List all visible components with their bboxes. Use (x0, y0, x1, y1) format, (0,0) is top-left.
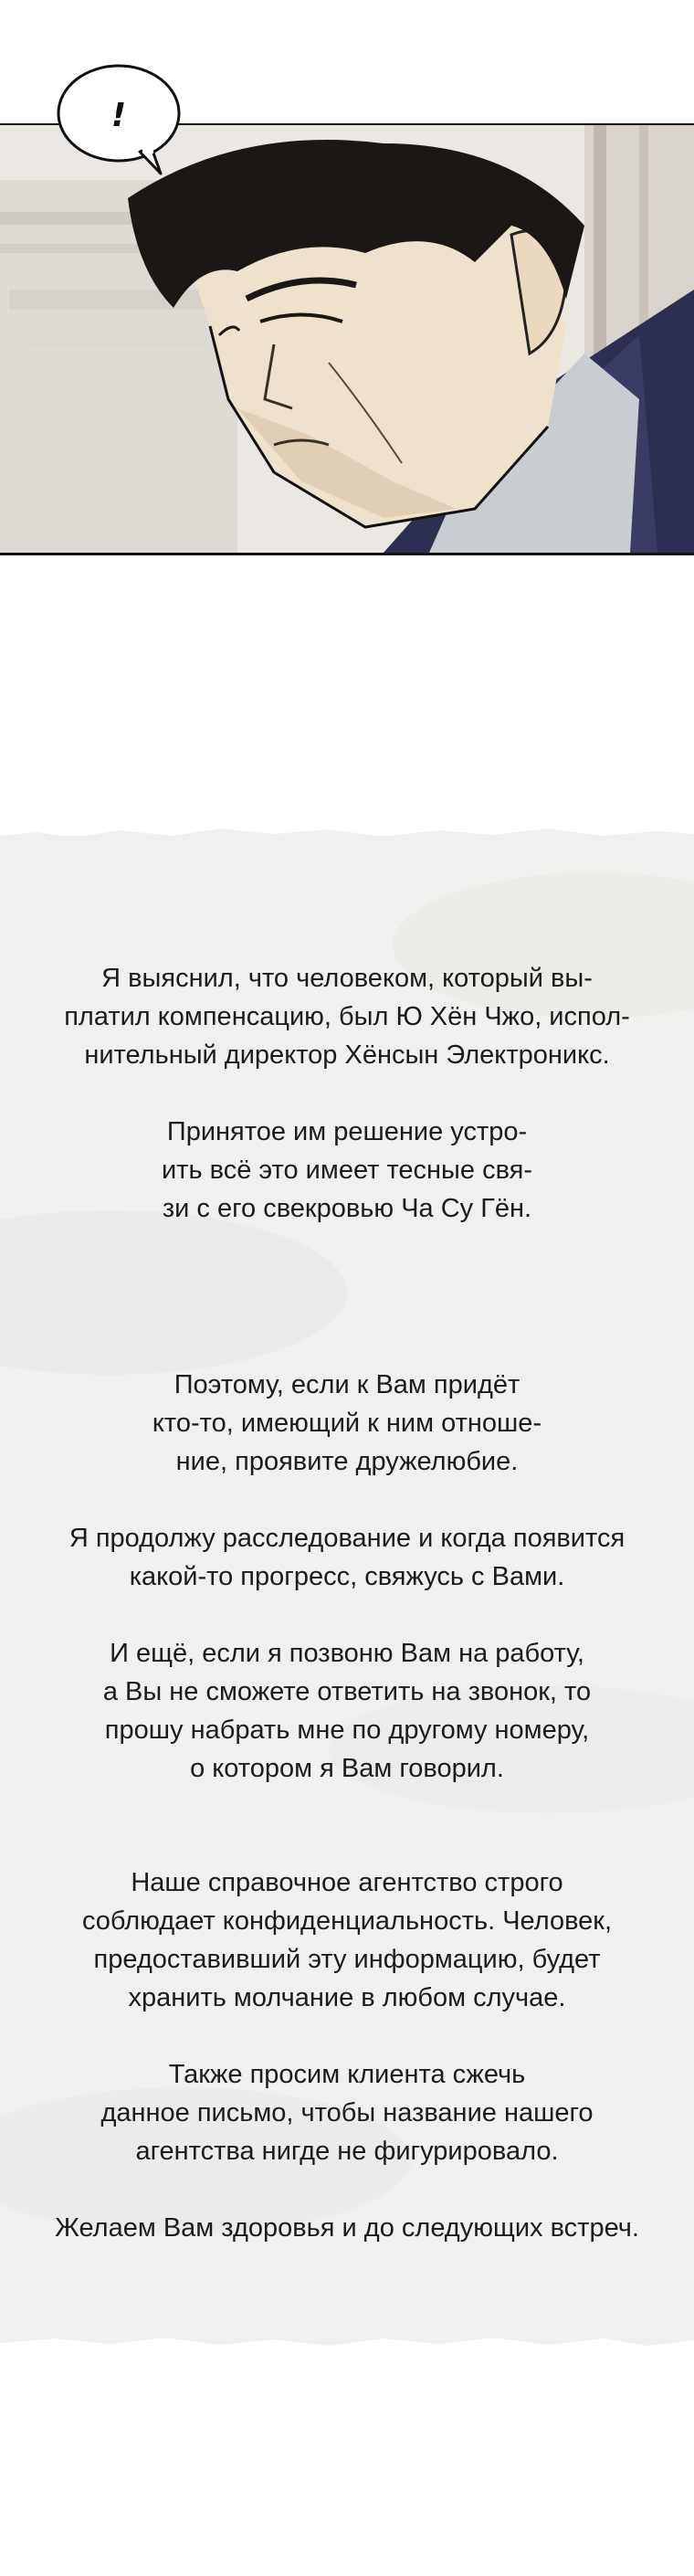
man-illustration (0, 125, 694, 553)
letter-paragraph: Поэтому, если к Вам придёт кто-то, имеющий к ним отноше- ние, проявите дружелюбие. (152, 1370, 542, 1476)
letter-section-2 (27, 1366, 667, 1788)
letter-section-3 (27, 1863, 667, 2247)
letter-paragraph: Также просим клиента сжечь данное письмо, чтобы название нашего агентства нигде не фигурировало. (100, 2060, 594, 2166)
letter-paragraph: Я выяснил, что человеком, который вы- платил компенсацию, был Ю Хён Чжо, испол- нительный директор Хёнсын Электроникс. (64, 964, 630, 1070)
letter-paragraph: И ещё, если я позвоню Вам на работу, а Вы не сможете ответить на звонок, то прошу набрать мне по другому номеру, о котором я Вам говорил. (102, 1639, 592, 1783)
letter-paper (0, 836, 694, 2338)
paper-torn-edge-bottom (0, 2328, 694, 2357)
letter-paragraph: Наше справочное агентство строго соблюдает конфиденциальность. Человек, предоставивший эту информацию, будет хранить молчание в любом случае. (81, 1868, 613, 2012)
letter-paragraph: Я продолжу расследование и когда появится какой-то прогресс, свяжусь с Вами. (68, 1524, 626, 1591)
letter-paragraph: Желаем Вам здоровья и до следующих встреч. (55, 2213, 639, 2243)
speech-bubble (53, 60, 185, 175)
exclamation-mark: ! (110, 97, 127, 134)
letter-paragraph: Принятое им решение устро- ить всё это имеет тесные свя- зи с его свекровью Ча Су Гён. (161, 1117, 533, 1223)
letter-section-1 (27, 959, 667, 1228)
comic-panel (0, 123, 694, 555)
